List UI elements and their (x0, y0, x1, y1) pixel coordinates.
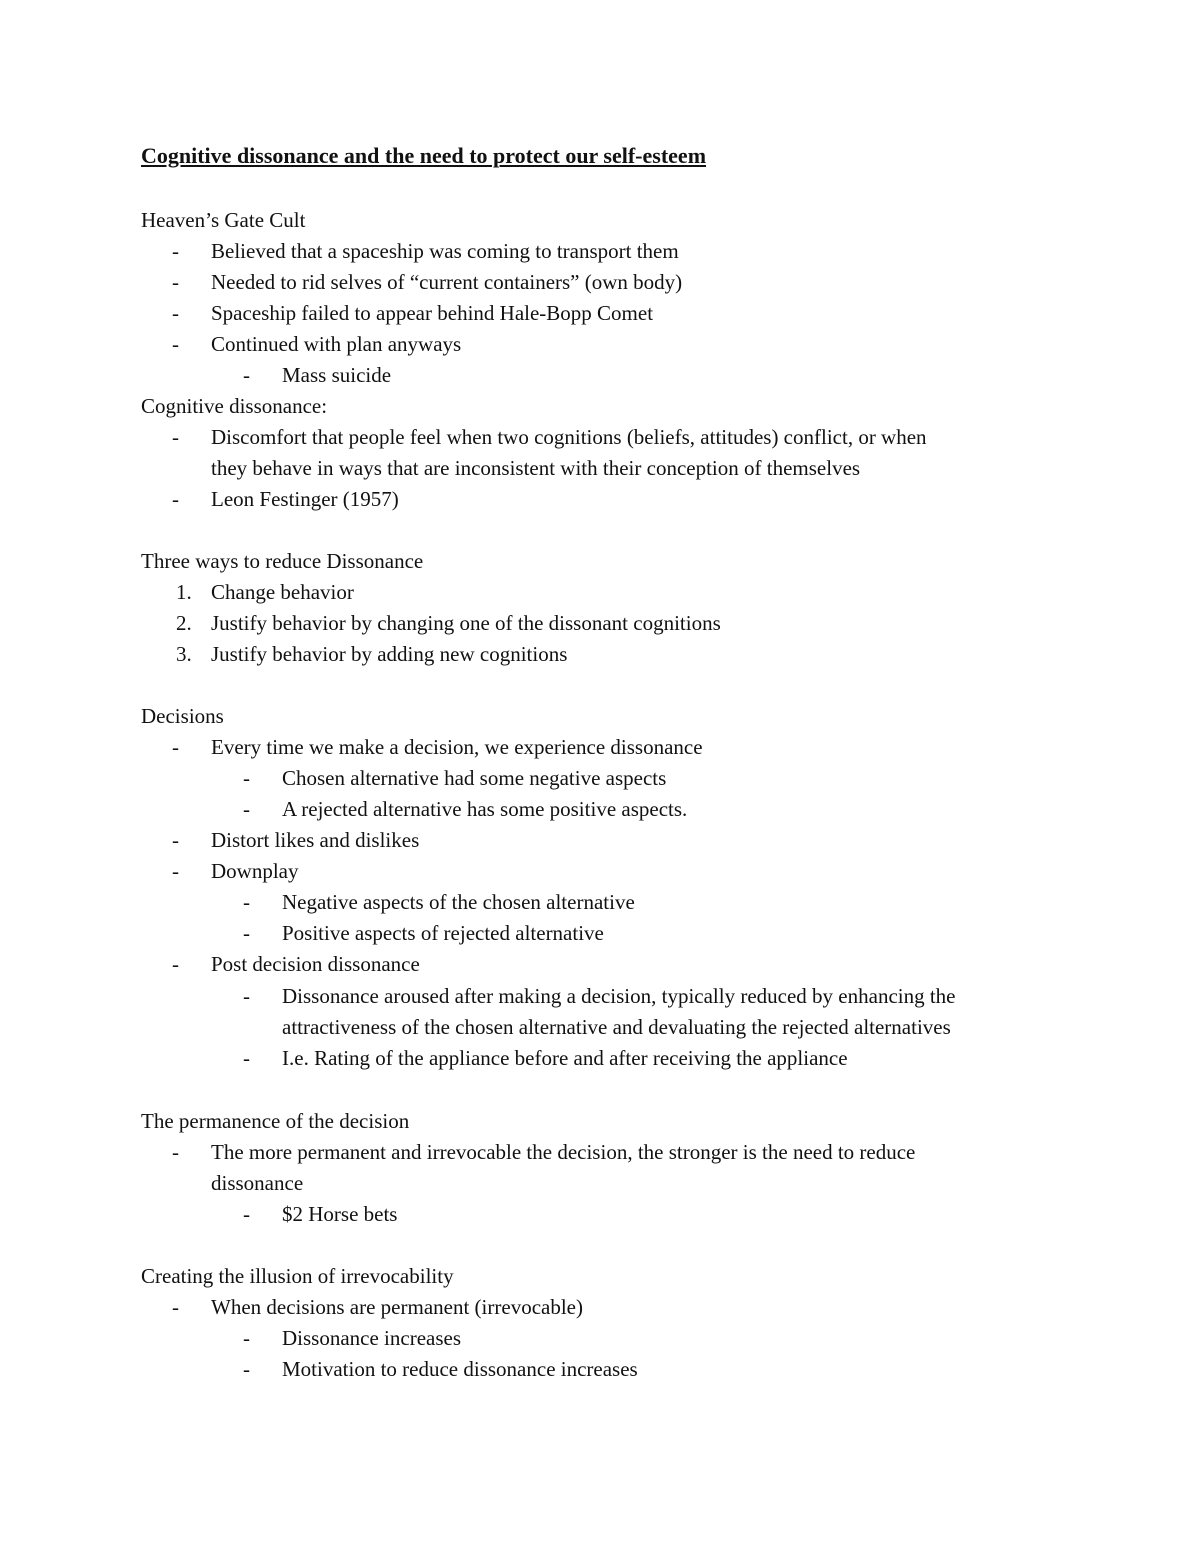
list-item-continuation: dissonance (211, 1171, 304, 1195)
bullet-dash: - (172, 828, 179, 852)
sub-list-item: Dissonance increases (282, 1326, 462, 1350)
bullet-dash: - (172, 1295, 179, 1319)
list-item: Believed that a spaceship was coming to transport them (211, 239, 679, 263)
sub-bullet-dash: - (243, 984, 250, 1008)
section-heading-permanence: The permanence of the decision (141, 1109, 410, 1133)
sub-list-item: A rejected alternative has some positive aspects. (282, 797, 688, 821)
sub-list-item: Motivation to reduce dissonance increases (282, 1357, 638, 1381)
list-item: Every time we make a decision, we experience dissonance (211, 735, 703, 759)
sub-list-item: Mass suicide (282, 363, 392, 387)
page-title: Cognitive dissonance and the need to protect our self-esteem (141, 143, 707, 168)
section-heading-illusion: Creating the illusion of irrevocability (141, 1264, 454, 1288)
sub-list-item: I.e. Rating of the appliance before and after receiving the appliance (282, 1046, 848, 1070)
sub-list-item-continuation: attractiveness of the chosen alternative and devaluating the rejected alternatives (282, 1015, 951, 1039)
list-item: Continued with plan anyways (211, 332, 462, 356)
list-item: Downplay (211, 859, 299, 883)
list-item: Needed to rid selves of “current containers” (own body) (211, 270, 683, 294)
list-item: Discomfort that people feel when two cognitions (beliefs, attitudes) conflict, or when (211, 425, 927, 449)
sub-list-item: Negative aspects of the chosen alternative (282, 890, 635, 914)
sub-bullet-dash: - (243, 1357, 250, 1381)
section-heading-three-ways: Three ways to reduce Dissonance (141, 549, 424, 573)
list-item: Post decision dissonance (211, 952, 420, 976)
section-heading-cognitive-dissonance: Cognitive dissonance: (141, 394, 328, 418)
sub-list-item: Dissonance aroused after making a decision, typically reduced by enhancing the (282, 984, 956, 1008)
sub-bullet-dash: - (243, 1046, 250, 1070)
bullet-dash: - (172, 332, 179, 356)
sub-list-item: Chosen alternative had some negative aspects (282, 766, 667, 790)
list-item: Spaceship failed to appear behind Hale-Bopp Comet (211, 301, 654, 325)
sub-bullet-dash: - (243, 890, 250, 914)
bullet-dash: - (172, 1140, 179, 1164)
bullet-dash: - (172, 952, 179, 976)
sub-list-item: Positive aspects of rejected alternative (282, 921, 604, 945)
sub-list-item: $2 Horse bets (282, 1202, 398, 1226)
bullet-dash: - (172, 239, 179, 263)
bullet-dash: - (172, 425, 179, 449)
list-item-continuation: they behave in ways that are inconsistent with their conception of themselves (211, 456, 861, 480)
sub-bullet-dash: - (243, 363, 250, 387)
sub-bullet-dash: - (243, 766, 250, 790)
numbered-item: Change behavior (211, 580, 354, 604)
list-item: Leon Festinger (1957) (211, 487, 399, 511)
sub-bullet-dash: - (243, 1326, 250, 1350)
section-heading-heavens-gate: Heaven’s Gate Cult (141, 208, 306, 232)
list-item: Distort likes and dislikes (211, 828, 420, 852)
sub-bullet-dash: - (243, 921, 250, 945)
bullet-dash: - (172, 487, 179, 511)
bullet-dash: - (172, 735, 179, 759)
list-number: 1. (176, 580, 192, 604)
list-number: 2. (176, 611, 192, 635)
section-heading-decisions: Decisions (141, 704, 224, 728)
sub-bullet-dash: - (243, 797, 250, 821)
bullet-dash: - (172, 859, 179, 883)
bullet-dash: - (172, 301, 179, 325)
list-item: When decisions are permanent (irrevocable) (211, 1295, 583, 1319)
list-number: 3. (176, 642, 192, 666)
numbered-item: Justify behavior by adding new cognitions (211, 642, 568, 666)
numbered-item: Justify behavior by changing one of the dissonant cognitions (211, 611, 721, 635)
bullet-dash: - (172, 270, 179, 294)
list-item: The more permanent and irrevocable the decision, the stronger is the need to reduce (211, 1140, 916, 1164)
sub-bullet-dash: - (243, 1202, 250, 1226)
